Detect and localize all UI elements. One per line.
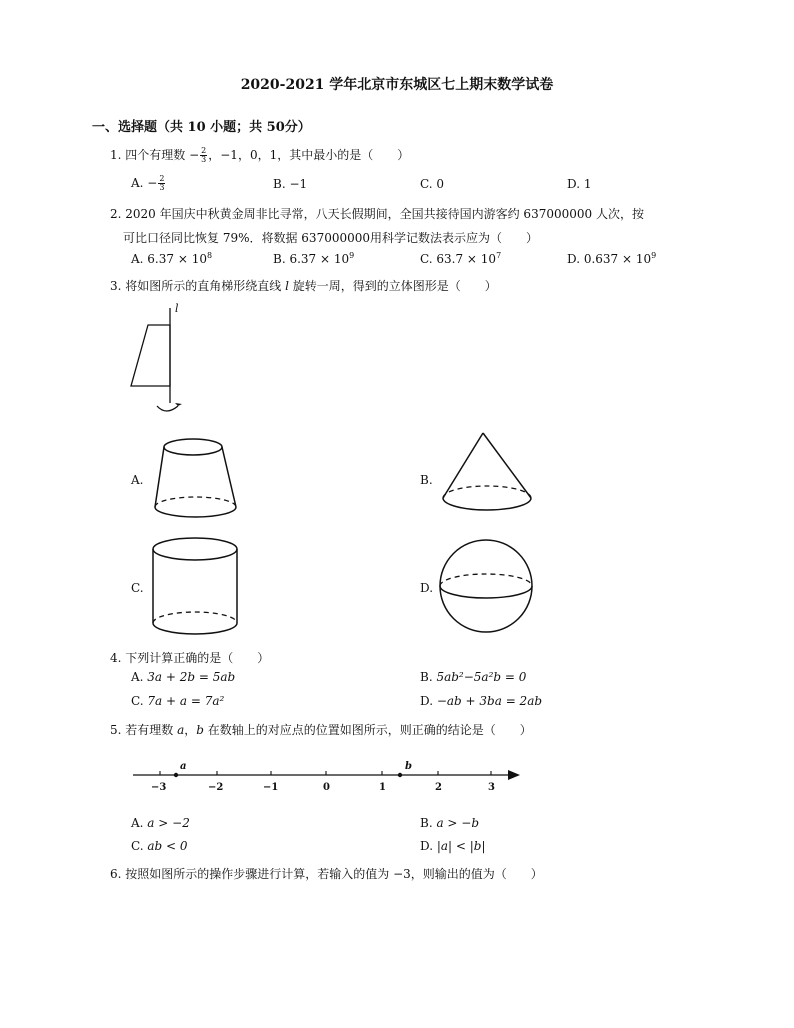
q4-option-b-label: B. (420, 670, 437, 684)
q1-option-b[interactable]: B. −1 (273, 177, 308, 191)
sphere-figure[interactable] (440, 537, 540, 642)
question-6-stem: 6. 按照如图所示的操作步骤进行计算，若输入的值为 −3，则输出的值为（ ） (110, 867, 543, 881)
tick-label: 2 (435, 782, 442, 793)
cone-figure[interactable] (440, 430, 540, 525)
cylinder-figure[interactable] (150, 535, 250, 640)
q5-option-b-label: B. (420, 816, 437, 830)
q4-option-c-label: C. (131, 694, 148, 708)
sphere-equator-back (440, 574, 532, 586)
q1-fraction (200, 147, 207, 164)
cone-base-front (443, 498, 531, 510)
q1-option-a-sign: − (147, 176, 158, 190)
q1-option-c[interactable]: C. 0 (420, 177, 445, 191)
axis-label-l: l (175, 302, 179, 315)
q3-option-d-label[interactable]: D. (420, 581, 434, 595)
q5-option-c[interactable] (131, 839, 188, 853)
q4-option-c-expression: 7a + a = 7a² (147, 694, 225, 708)
question-4-stem: 4. 下列计算正确的是（ ） (110, 651, 270, 665)
cylinder-bottom-front (153, 623, 237, 634)
q2-option-b-exponent: 9 (349, 251, 355, 260)
q3-option-c-label[interactable]: C. (131, 581, 144, 595)
point-b-label: b (405, 761, 412, 772)
tick-label: 0 (323, 782, 330, 793)
cylinder-top-ellipse (153, 538, 237, 560)
frustum-top-ellipse (164, 439, 222, 455)
q4-option-a[interactable] (131, 670, 235, 684)
cone-left-edge (443, 433, 483, 498)
q1-frac-sign: − (189, 148, 200, 162)
number-line (130, 758, 530, 798)
q2-option-a-base: A. 6.37 × 10 (131, 252, 207, 266)
section-heading: 一、选择题（共 10 小题；共 50分） (92, 120, 311, 135)
tick-label: 1 (379, 782, 386, 793)
q4-option-d[interactable] (420, 694, 542, 708)
q5-separator: ， (184, 723, 197, 737)
rotation-arrowhead (175, 403, 182, 406)
q1-stem-prefix: 1. 四个有理数 (110, 148, 190, 162)
q1-option-a-fraction (158, 175, 165, 192)
sphere-equator-front (440, 586, 532, 598)
question-3-stem (110, 277, 497, 294)
point-a (174, 773, 178, 777)
point-b (398, 773, 402, 777)
right-trapezoid (131, 325, 170, 386)
q5-variable-b: b (196, 723, 204, 737)
q4-option-d-label: D. (420, 694, 437, 708)
q5-option-b-expression: a > −b (436, 816, 480, 830)
tick-label: −1 (263, 782, 279, 793)
frustum-left-edge (155, 447, 164, 507)
q4-option-d-expression: −ab + 3ba = 2ab (436, 694, 543, 708)
q2-option-d-base: D. 0.637 × 10 (567, 252, 652, 266)
q5-option-a[interactable] (131, 816, 190, 830)
q2-option-b[interactable] (273, 251, 354, 266)
q3-stem-prefix: 3. 将如图所示的直角梯形绕直线 (110, 279, 286, 293)
q2-option-a-exponent: 8 (206, 251, 213, 260)
question-2-line-2: 可比口径同比恢复 79%．将数据 637000000用科学记数法表示应为（ ） (123, 231, 539, 245)
q4-option-a-expression: 3a + 2b = 5ab (147, 670, 236, 684)
q3-axis-variable: l (285, 279, 289, 293)
q1-option-a-label: A. (131, 176, 148, 190)
q4-option-a-label: A. (131, 670, 148, 684)
q5-option-c-label: C. (131, 839, 148, 853)
q5-option-b[interactable] (420, 816, 479, 830)
q1-option-d[interactable]: D. 1 (567, 177, 592, 191)
q1-frac-numerator: 2 (201, 146, 207, 155)
q1-option-a-denominator: 3 (159, 183, 165, 192)
q1-option-a-numerator: 2 (159, 174, 165, 183)
q1-stem-suffix: ，−1，0，1，其中最小的是（ ） (208, 148, 410, 162)
q3-stem-suffix: 旋转一周，得到的立体图形是（ ） (288, 279, 497, 293)
frustum-bottom-back (155, 497, 236, 507)
rotation-arrow (157, 406, 178, 411)
tick-label: −2 (208, 782, 224, 793)
q4-option-b[interactable] (420, 670, 526, 684)
q2-option-d[interactable] (567, 251, 656, 266)
question-2-line-1: 2. 2020 年国庆中秋黄金周非比寻常，八天长假期间，全国共接待国内游客约 637000000 人次，按 (110, 207, 644, 221)
q5-option-a-label: A. (131, 816, 148, 830)
q5-option-d[interactable] (420, 839, 486, 853)
tick-label: 3 (488, 782, 495, 793)
number-line-arrowhead (508, 770, 520, 780)
cylinder-bottom-back (153, 612, 237, 623)
question-1-stem (110, 146, 409, 164)
q5-option-c-expression: ab < 0 (147, 839, 188, 853)
q5-option-d-label: D. (420, 839, 437, 853)
q2-option-c[interactable] (420, 251, 501, 266)
q2-option-a[interactable] (131, 251, 212, 266)
q5-variable-a: a (177, 723, 185, 737)
q3-option-b-label[interactable]: B. (420, 473, 433, 487)
tick-label: −3 (151, 782, 167, 793)
q2-option-d-exponent: 9 (651, 251, 657, 260)
q2-option-c-base: C. 63.7 × 10 (420, 252, 497, 266)
q1-option-a[interactable] (131, 175, 166, 192)
trapezoid-figure (125, 305, 195, 415)
q4-option-c[interactable] (131, 694, 224, 708)
q1-frac-denominator: 3 (201, 155, 207, 164)
q5-option-d-expression: |a| < |b| (436, 839, 486, 853)
page-title: 2020-2021 学年北京市东城区七上期末数学试卷 (240, 77, 554, 93)
q5-stem-prefix: 5. 若有理数 (110, 723, 178, 737)
q4-option-b-expression: 5ab²−5a²b = 0 (436, 670, 527, 684)
q2-option-b-base: B. 6.37 × 10 (273, 252, 350, 266)
cone-base-back (443, 486, 531, 498)
q2-option-c-exponent: 7 (496, 251, 502, 260)
point-a-label: a (180, 761, 187, 772)
q5-stem-suffix: 在数轴上的对应点的位置如图所示，则正确的结论是（ ） (203, 723, 532, 737)
frustum-bottom-front (155, 507, 236, 517)
q3-option-a-label[interactable]: A. (131, 473, 144, 487)
cone-right-edge (483, 433, 531, 498)
q5-option-a-expression: a > −2 (147, 816, 190, 830)
frustum-figure[interactable] (150, 435, 250, 525)
sphere-outline (440, 540, 532, 632)
question-5-stem (110, 721, 532, 738)
frustum-right-edge (222, 447, 236, 507)
